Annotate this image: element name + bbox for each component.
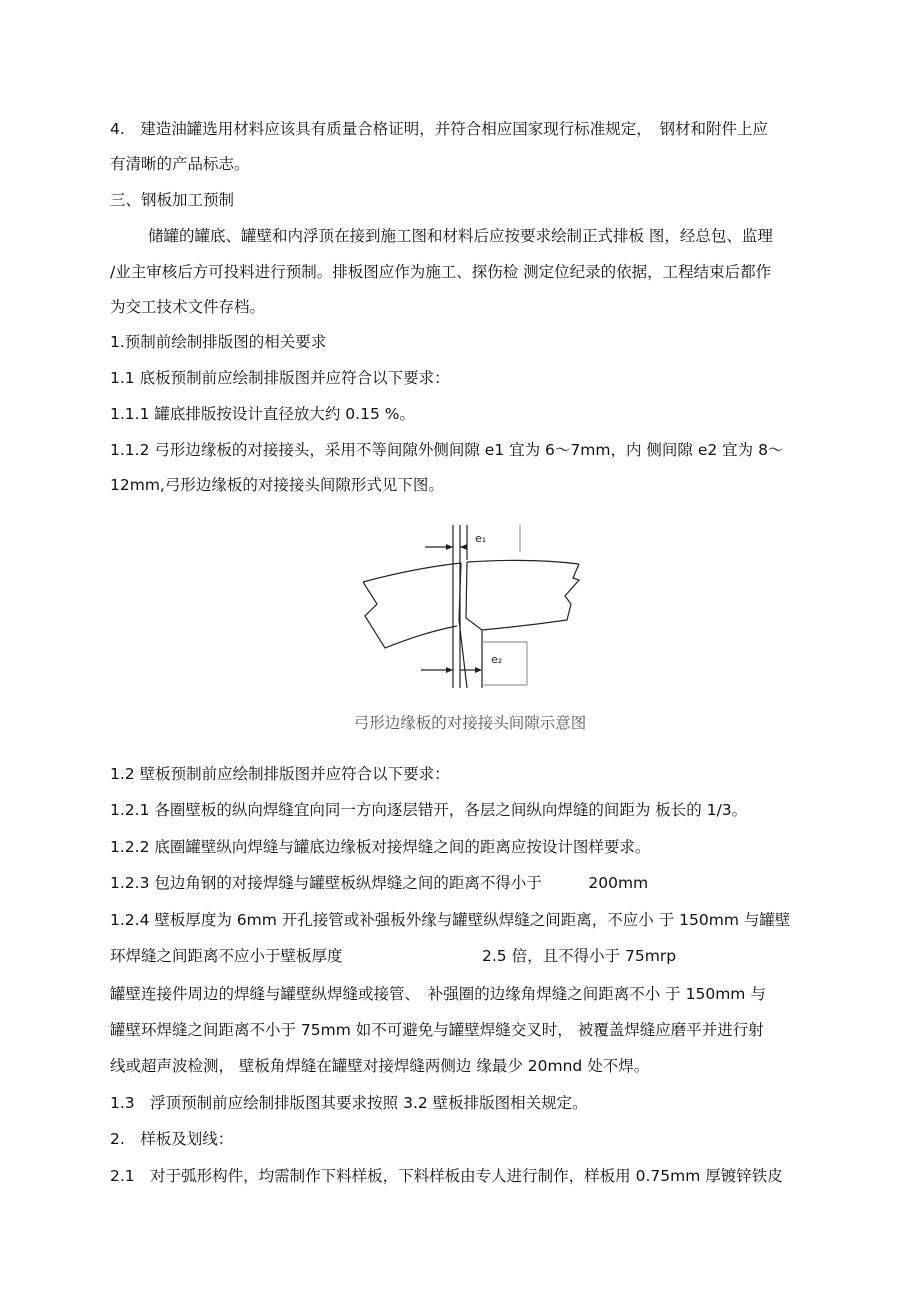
paragraph-line: 2.1 对于弧形构件，均需制作下料样板，下料样板由专人进行制作，样板用 0.75mm 厚镀锌铁皮: [110, 1167, 783, 1185]
left-plate-broken-edge: [363, 582, 457, 648]
paragraph-line: 为交工技术文件存档。: [110, 298, 266, 316]
paragraph-line: 2. 样板及划线：: [110, 1130, 234, 1148]
paragraph-line: 1.2 壁板预制前应绘制排版图并应符合以下要求：: [110, 765, 450, 783]
e1-label: e₁: [475, 532, 487, 545]
paragraph-line: 1.2.3 包边角钢的对接焊缝与罐壁板纵焊缝之间的距离不得小于 200mm: [110, 874, 649, 892]
paragraph-line: 1.3 浮顶预制前应绘制排版图其要求按照 3.2 壁板排版图相关规定。: [110, 1094, 588, 1112]
paragraph-line: 罐壁环焊缝之间距离不小于 75mm 如不可避免与罐壁焊缝交叉时， 被覆盖焊缝应磨平并进行射: [110, 1021, 764, 1039]
paragraph-line: 有清晰的产品标志。: [110, 155, 250, 173]
e1-arrowhead-right: [460, 544, 467, 550]
paragraph-line: 1.2.1 各圈壁板的纵向焊缝宜向同一方向逐层错开，各层之间纵向焊缝的间距为 板长的 1/3。: [110, 801, 748, 819]
e2-arrowhead-left: [446, 667, 453, 673]
paragraph-line: 环焊缝之间距离不应小于壁板厚度 2.5 倍，且不得小于 75mrp: [110, 947, 677, 965]
paragraph-line: 1.2.2 底圈罐壁纵向焊缝与罐底边缘板对接焊缝之间的距离应按设计图样要求。: [110, 838, 651, 856]
e2-arrowhead-right: [475, 667, 482, 673]
right-plate-broken-edge: [482, 564, 579, 630]
butt-joint-gap-diagram: [355, 520, 585, 692]
paragraph-line: 1.2.4 壁板厚度为 6mm 开孔接管或补强板外缘与罐壁纵焊缝之间距离，不应小 于 150mm 与罐壁: [110, 911, 791, 929]
e1-arrowhead-left: [446, 544, 453, 550]
left-plate-top-edge: [363, 563, 461, 582]
paragraph-line: 储罐的罐底、罐壁和内浮顶在接到施工图和材料后应按要求绘制正式排板 图，经总包、监理: [148, 227, 773, 245]
e2-label: e₂: [491, 653, 503, 666]
paragraph-line: 1.1.2 弓形边缘板的对接接头，采用不等间隙外侧间隙 e1 宜为 6～7mm，内 侧间隙 e2 宜为 8～: [110, 441, 784, 459]
diagram-svg: [355, 520, 585, 692]
paragraph-line: /业主审核后方可投料进行预制。排板图应作为施工、探伤检 测定位纪录的依据，工程结束后都作: [110, 263, 772, 281]
paragraph-line: 线或超声波检测， 壁板角焊缝在罐壁对接焊缝两侧边 缘最少 20mnd 处不焊。: [110, 1057, 650, 1075]
section-heading: 三、钢板加工预制: [110, 191, 235, 209]
paragraph-line: 罐壁连接件周边的焊缝与罐壁纵焊缝或接管、 补强圈的边缘角焊缝之间距离不小 于 150mm 与: [110, 985, 766, 1003]
figure-caption: 弓形边缘板的对接接头间隙示意图: [353, 714, 587, 732]
paragraph-line: 1.1 底板预制前应绘制排版图并应符合以下要求：: [110, 369, 450, 387]
paragraph-line: 12mm,弓形边缘板的对接接头间隙形式见下图。: [110, 476, 444, 494]
subheading: 1.预制前绘制排版图的相关要求: [110, 333, 327, 351]
paragraph-line: 1.1.1 罐底排版按设计直径放大约 0.15 %。: [110, 405, 415, 423]
right-plate-top-edge: [467, 560, 579, 564]
paragraph-line: 4. 建造油罐选用材料应该具有质量合格证明，并符合相应国家现行标准规定， 钢材和附件上应: [110, 120, 769, 138]
